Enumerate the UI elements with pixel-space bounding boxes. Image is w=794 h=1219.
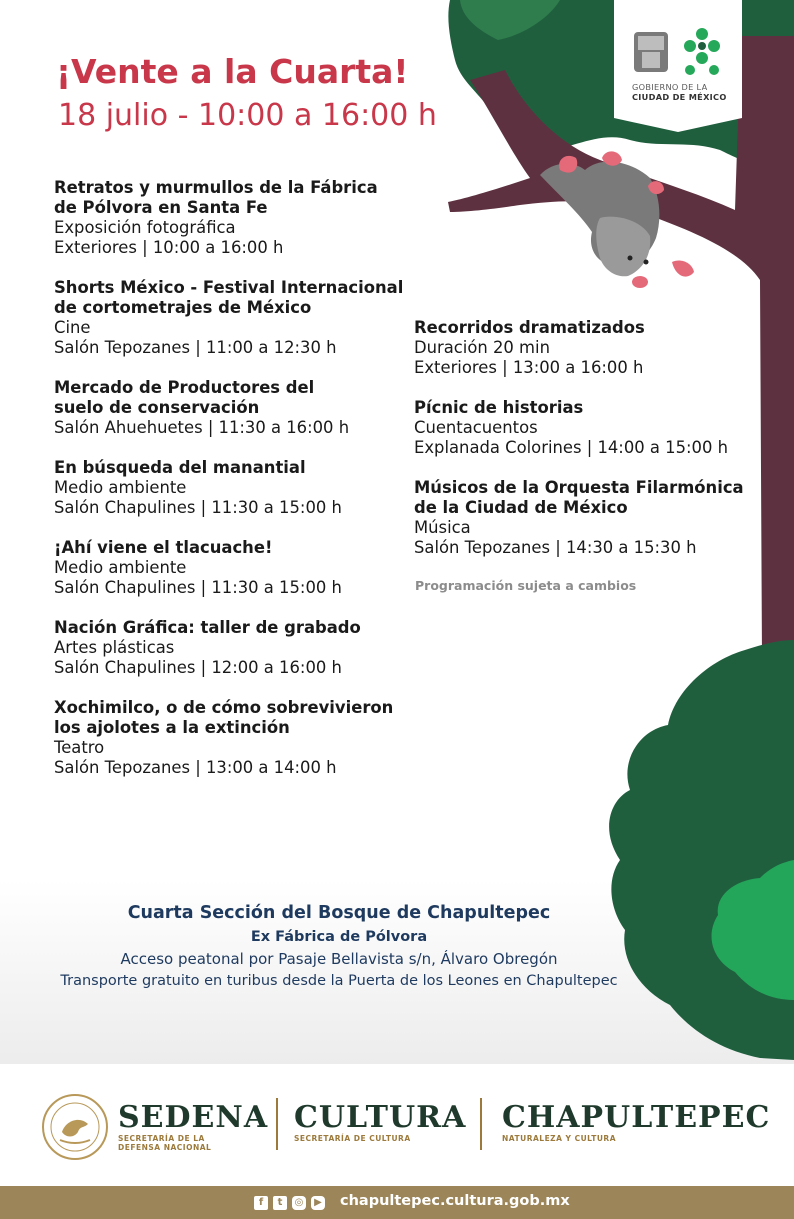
org-subtitle: SECRETARÍA DE CULTURA — [294, 1134, 411, 1143]
page-title: ¡Vente a la Cuarta! — [56, 52, 409, 91]
event-name-line: En búsqueda del manantial — [54, 458, 306, 477]
org-name: SEDENA — [118, 1100, 269, 1135]
gobierno-cdmx-logo — [614, 0, 742, 128]
event-location-time: Salón Chapulines | 12:00 a 16:00 h — [54, 658, 342, 677]
event-category: Duración 20 min — [414, 338, 550, 357]
event-name-line: de Pólvora en Santa Fe — [54, 198, 268, 217]
event-location-time: Salón Chapulines | 11:30 a 15:00 h — [54, 578, 342, 597]
org-subtitle: SECRETARÍA DE LA DEFENSA NACIONAL — [118, 1134, 212, 1152]
logo-divider — [480, 1098, 482, 1150]
chapultepec-logo — [502, 1102, 770, 1143]
event-item — [414, 398, 774, 458]
event-item — [54, 538, 414, 598]
sedena-logo — [118, 1102, 268, 1152]
gov-logo-line1: GOBIERNO DE LA — [632, 82, 708, 92]
org-name: CHAPULTEPEC — [502, 1100, 771, 1135]
instagram-icon[interactable]: ◎ — [292, 1196, 306, 1210]
event-category: Teatro — [54, 738, 105, 757]
gov-logo-text — [632, 82, 727, 102]
event-item — [54, 178, 414, 258]
mexican-coat-of-arms-icon — [40, 1092, 110, 1166]
event-category: Música — [414, 518, 471, 537]
event-location-time: Salón Tepozanes | 11:00 a 12:30 h — [54, 338, 337, 357]
event-category: Cuentacuentos — [414, 418, 538, 437]
event-location-time: Salón Tepozanes | 13:00 a 14:00 h — [54, 758, 337, 777]
event-name-line: Shorts México - Festival Internacional — [54, 278, 404, 297]
event-name-line: Mercado de Productores del — [54, 378, 315, 397]
cultura-logo — [294, 1102, 466, 1143]
event-name-line: Retratos y murmullos de la Fábrica — [54, 178, 378, 197]
event-location-time: Explanada Colorines | 14:00 a 15:00 h — [414, 438, 728, 457]
event-item — [54, 278, 414, 358]
website-link[interactable]: chapultepec.cultura.gob.mx — [340, 1193, 570, 1209]
event-name-line: Pícnic de historias — [414, 398, 584, 417]
event-location-time: Salón Chapulines | 11:30 a 15:00 h — [54, 498, 342, 517]
event-item — [54, 378, 414, 438]
events-right-column — [414, 318, 774, 578]
event-item — [414, 478, 774, 558]
event-item — [54, 458, 414, 518]
cdmx-green-emblem-icon — [684, 28, 720, 75]
schedule-disclaimer: Programación sujeta a cambios — [415, 578, 637, 593]
event-name-line: los ajolotes a la extinción — [54, 718, 290, 737]
twitter-icon[interactable]: t — [273, 1196, 287, 1210]
venue-transport: Transporte gratuito en turibus desde la Puerta de los Leones en Chapultepec — [60, 973, 618, 989]
event-name-line: Nación Gráfica: taller de grabado — [54, 618, 361, 637]
facebook-icon[interactable]: f — [254, 1196, 268, 1210]
org-subtitle: NATURALEZA Y CULTURA — [502, 1134, 617, 1143]
event-category: Exposición fotográfica — [54, 218, 236, 237]
org-name: CULTURA — [294, 1100, 467, 1135]
event-name-line: suelo de conservación — [54, 398, 260, 417]
venue-access: Acceso peatonal por Pasaje Bellavista s/n, Álvaro Obregón — [120, 950, 558, 968]
event-location-time: Salón Tepozanes | 14:30 a 15:30 h — [414, 538, 697, 557]
event-date: 18 julio - 10:00 a 16:00 h — [58, 98, 437, 133]
event-item — [54, 698, 414, 778]
event-category: Cine — [54, 318, 91, 337]
event-category: Medio ambiente — [54, 558, 187, 577]
cdmx-shield-icon — [634, 32, 668, 72]
event-location-time: Exteriores | 10:00 a 16:00 h — [54, 238, 284, 257]
venue-building: Ex Fábrica de Pólvora — [250, 929, 428, 945]
events-left-column — [54, 178, 414, 798]
event-category: Medio ambiente — [54, 478, 187, 497]
event-location-time: Exteriores | 13:00 a 16:00 h — [414, 358, 644, 377]
event-name-line: de la Ciudad de México — [414, 498, 628, 517]
event-category: Artes plásticas — [54, 638, 175, 657]
youtube-icon[interactable]: ▶ — [311, 1196, 325, 1210]
event-item — [414, 318, 774, 378]
event-item — [54, 618, 414, 678]
event-name-line: ¡Ahí viene el tlacuache! — [54, 538, 273, 557]
event-name-line: Xochimilco, o de cómo sobrevivieron — [54, 698, 394, 717]
logo-divider — [276, 1098, 278, 1150]
social-icons — [254, 1196, 325, 1210]
event-name-line: de cortometrajes de México — [54, 298, 312, 317]
event-name-line: Músicos de la Orquesta Filarmónica — [414, 478, 744, 497]
gov-logo-line2: CIUDAD DE MÉXICO — [632, 92, 727, 102]
event-name-line: Recorridos dramatizados — [414, 318, 645, 337]
venue-place: Cuarta Sección del Bosque de Chapultepec — [127, 903, 551, 923]
event-location-time: Salón Ahuehuetes | 11:30 a 16:00 h — [54, 418, 350, 437]
